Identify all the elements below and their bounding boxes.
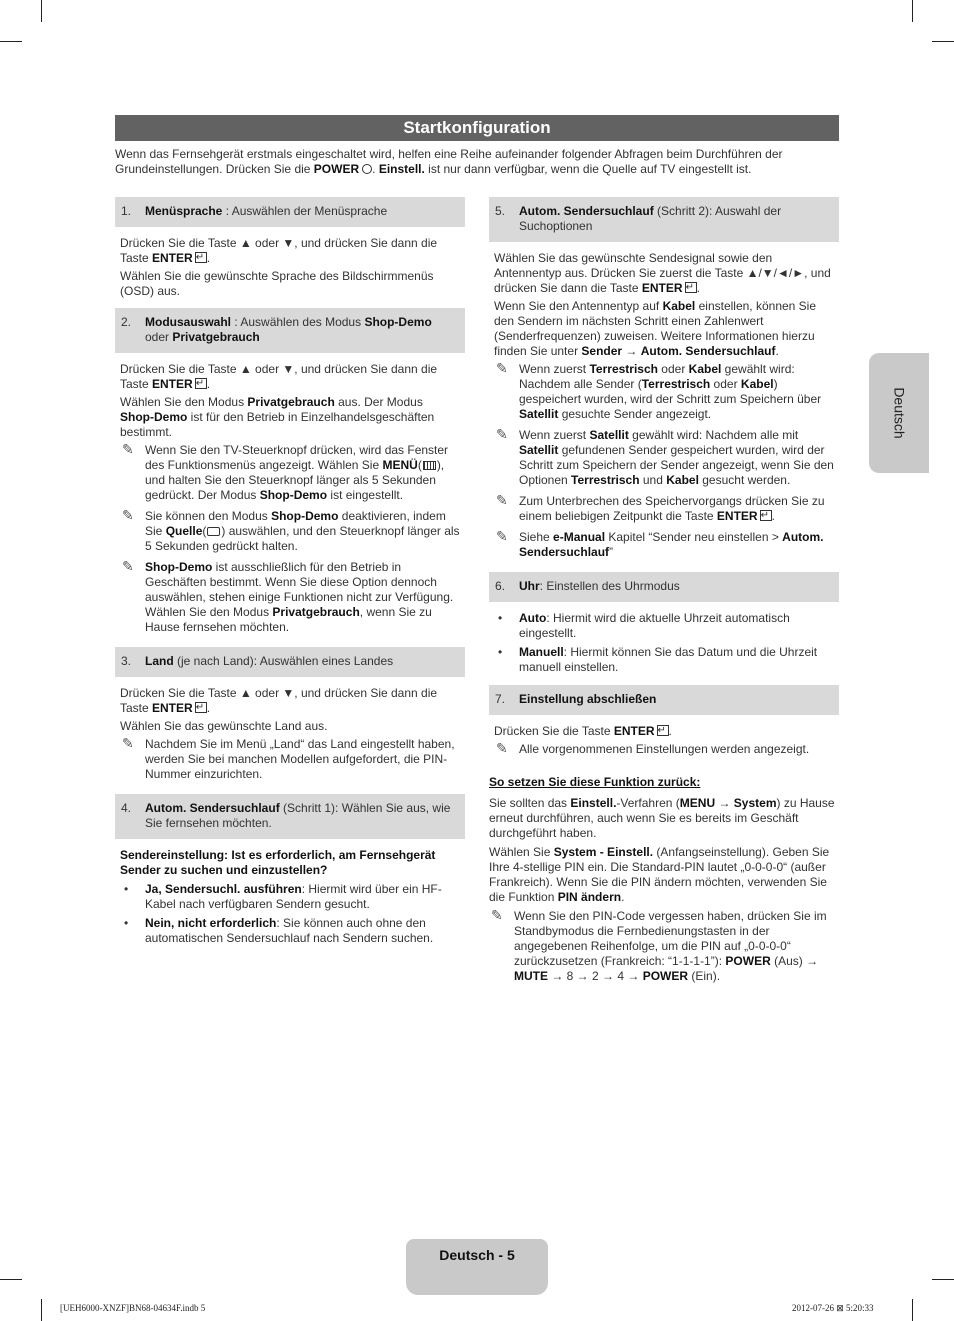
note: ✎ Zum Unterbrechen des Speichervorgangs drücken Sie zu einem beliebigen Zeitpunkt die Taste ENTER↵ . bbox=[494, 494, 834, 524]
step-1-header: 1. Menüsprache : Auswählen der Menüsprache bbox=[115, 197, 465, 227]
bullet-item: • Nein, nicht erforderlich: Sie können auch ohne den automatischen Sendersuchlauf nach Sendern suchen. bbox=[120, 916, 460, 946]
intro-text: Wenn das Fernsehgerät erstmals eingeschaltet wird, helfen eine Reihe aufeinander folgender Abfragen beim Durchführen der Grundeinstellungen. Drücken Sie die POWER . Einstell. ist nur dann verfügbar, wenn die Quelle auf TV eingestellt ist. bbox=[115, 147, 783, 176]
step-3-header: 3. Land (je nach Land): Auswählen eines Landes bbox=[115, 647, 465, 677]
bullet-item: • Manuell: Hiermit können Sie das Datum und die Uhrzeit manuell einstellen. bbox=[494, 645, 834, 675]
note-pencil-icon: ✎ bbox=[496, 492, 508, 508]
enter-icon bbox=[657, 725, 669, 736]
step-4-body: Sendereinstellung: Ist es erforderlich, am Fernsehgerät Sender zu suchen und einzustellen? • Ja, Sendersuchl. ausführen: Hiermit wird über ein HF-Kabel nach verfügbaren Sendern gesucht. • Nein, nicht erforderlich: Sie können auch ohne den automatischen Sendersuchlauf nach Sendern suchen. bbox=[115, 846, 465, 946]
note-pencil-icon: ✎ bbox=[122, 507, 134, 523]
crop-mark bbox=[41, 0, 42, 22]
crop-mark bbox=[41, 1299, 42, 1321]
step-2-body: Drücken Sie die Taste ▲ oder ▼, und drücken Sie dann die Taste ENTER↵ . Wählen Sie den Modus Privatgebrauch aus. Der Modus Shop-Demo ist für den Betrieb in Einzelhandelsgeschäften bestimmt. ✎ Wenn Sie den TV-Steuerknopf drücken, wird das Fenster des Funktionsmenüs angezeigt. Wählen Sie MENÜ( ), und halten Sie den Steuerknopf länger als 5 Sekunden gedrückt. Der Modus Shop-Demo ist eingestellt. ✎ Sie können den Modus Shop-Demo deaktivieren, indem Sie Quelle( ) auswählen, und den Steuerknopf länger als 5 Sekunden gedrückt halten. ✎ Shop-Demo ist ausschließlich für den Betrieb in Geschäften bestimmt. Wenn Sie diese Option dennoch auswählen, stehen einige Funktionen nicht zur Verfügung. Wählen Sie den Modus Privatgebrauch, wenn Sie zu Hause fernsehen möchten. bbox=[115, 360, 465, 635]
left-column bbox=[115, 197, 465, 950]
note: ✎ Shop-Demo ist ausschließlich für den Betrieb in Geschäften bestimmt. Wenn Sie diese Option dennoch auswählen, stehen einige Funktionen nicht zur Verfügung. Wählen Sie den Modus Privatgebrauch, wenn Sie zu Hause fernsehen möchten. bbox=[122, 558, 454, 634]
step-7-body: Drücken Sie die Taste ENTER↵ . ✎ Alle vorgenommenen Einstellungen werden angezeigt. bbox=[489, 722, 839, 757]
right-column bbox=[489, 197, 839, 990]
page-number-tab: Deutsch - 5 bbox=[406, 1239, 548, 1295]
enter-icon bbox=[195, 252, 207, 263]
step-2-header: 2. Modusauswahl : Auswählen des Modus Shop-Demo oder Privatgebrauch bbox=[115, 308, 465, 353]
step-4-header: 4. Autom. Sendersuchlauf (Schritt 1): Wählen Sie aus, wie Sie fernsehen möchten. bbox=[115, 794, 465, 839]
language-side-tab: Deutsch bbox=[869, 353, 929, 473]
step-1-body: Drücken Sie die Taste ▲ oder ▼, und drücken Sie dann die Taste ENTER↵ . Wählen Sie die gewünschte Sprache des Bildschirmmenüs (OSD) aus. bbox=[115, 234, 465, 299]
bullet-item: • Ja, Sendersuchl. ausführen: Hiermit wird über ein HF-Kabel nach verfügbaren Sendern gesucht. bbox=[120, 882, 460, 912]
crop-mark bbox=[0, 41, 22, 42]
crop-mark bbox=[912, 1299, 913, 1321]
note: ✎ Wenn Sie den PIN-Code vergessen haben, drücken Sie im Standbymodus die Fernbedienungstasten in der angegebenen Reihenfolge, um die PIN auf „0-0-0-0“ zurückzusetzen (Frankreich: “1-1-1-1”): POWER (Aus) → MUTE → 8 → 2 → 4 → POWER (Ein). bbox=[491, 907, 827, 983]
note: ✎ Sie können den Modus Shop-Demo deaktivieren, indem Sie Quelle( ) auswählen, und den Steuerknopf länger als 5 Sekunden gedrückt halten. bbox=[122, 507, 460, 553]
crop-mark bbox=[932, 41, 954, 42]
note-pencil-icon: ✎ bbox=[122, 441, 134, 457]
note-pencil-icon: ✎ bbox=[496, 740, 508, 756]
step-3-body: Drücken Sie die Taste ▲ oder ▼, und drücken Sie dann die Taste ENTER↵ . Wählen Sie das gewünschte Land aus. ✎ Nachdem Sie im Menü „Land“ das Land eingestellt haben, werden Sie bei manchen Modellen aufgefordert, die PIN-Nummer einzurichten. bbox=[115, 684, 465, 782]
enter-icon bbox=[685, 282, 697, 293]
bullet-item: • Auto: Hiermit wird die aktuelle Uhrzeit automatisch eingestellt. bbox=[494, 611, 834, 641]
note: ✎ Nachdem Sie im Menü „Land“ das Land eingestellt haben, werden Sie bei manchen Modellen aufgefordert, die PIN-Nummer einzurichten. bbox=[122, 735, 455, 781]
reset-title: So setzen Sie diese Funktion zurück: bbox=[489, 775, 701, 789]
note-pencil-icon: ✎ bbox=[496, 426, 508, 442]
step-6-header: 6. Uhr: Einstellen des Uhrmodus bbox=[489, 572, 839, 602]
print-date-info: 2012-07-26 ⊠ 5:20:33 bbox=[792, 1303, 874, 1313]
crop-mark bbox=[932, 1279, 954, 1280]
note: ✎ Siehe e-Manual Kapitel “Sender neu einstellen > Autom. Sendersuchlauf” bbox=[496, 528, 824, 559]
power-icon bbox=[362, 164, 372, 174]
note-pencil-icon: ✎ bbox=[491, 907, 503, 923]
note-pencil-icon: ✎ bbox=[496, 360, 508, 376]
enter-icon bbox=[195, 702, 207, 713]
note-pencil-icon: ✎ bbox=[122, 735, 134, 751]
step-5-body: Wählen Sie das gewünschte Sendesignal sowie den Antennentyp aus. Drücken Sie zuerst die Taste ▲/▼/◄/►, und drücken Sie dann die Taste ENTER↵ . Wenn Sie den Antennentyp auf Kabel einstellen, können Sie den Sendern im nächsten Schritt einen Zahlenwert (Senderfrequenzen) zuweisen. Weitere Informationen hierzu finden Sie unter Sender → Autom. Sendersuchlauf. ✎ Wenn zuerst Terrestrisch oder Kabel gewählt wird: Nachdem alle Sender (Terrestrisch oder Kabel) gespeichert wurden, wird der Schritt zum Speichern über Satellit gesuchte Sender angezeigt. ✎ Wenn zuerst Satellit gewählt wird: Nachdem alle mit Satellit gefundenen Sender gespeichert wurden, wird der Schritt zum Speichern der Sender angezeigt, wenn Sie den Optionen Terrestrisch und Kabel gesucht werden. ✎ Zum Unterbrechen des Speichervorgangs drücken Sie zu einem beliebigen Zeitpunkt die Taste ENTER↵ . ✎ Siehe e-Manual Kapitel “Sender neu einstellen > Autom. Sendersuchlauf” bbox=[489, 249, 839, 560]
print-file-info: [UEH6000-XNZF]BN68-04634F.indb 5 bbox=[60, 1303, 206, 1313]
reset-section: So setzen Sie diese Funktion zurück: Sie sollten das Einstell.-Verfahren (MENU → System) zu Hause erneut durchführen, auch wenn Sie es bereits im Geschäft durchgeführt haben. Wählen Sie System - Einstell. (Anfangseinstellung). Geben Sie Ihre 4-stellige PIN ein. Die Standard-PIN lautet „0-0-0-0“ (außer Frankreich). Wenn Sie die PIN ändern möchten, verwenden Sie die Funktion PIN ändern. ✎ Wenn Sie den PIN-Code vergessen haben, drücken Sie im Standbymodus die Fernbedienungstasten in der angegebenen Reihenfolge, um die PIN auf „0-0-0-0“ zurückzusetzen (Frankreich: “1-1-1-1”): POWER (Aus) → MUTE → 8 → 2 → 4 → POWER (Ein). bbox=[489, 769, 839, 984]
menu-icon bbox=[423, 461, 436, 470]
source-icon bbox=[207, 527, 220, 536]
note: ✎ Wenn zuerst Satellit gewählt wird: Nachdem alle mit Satellit gefundenen Sender gespeichert wurden, wird der Schritt zum Speichern der Sender angezeigt, wenn Sie den Optionen Terrestrisch und Kabel gesucht werden. bbox=[496, 426, 834, 487]
note: ✎ Wenn zuerst Terrestrisch oder Kabel gewählt wird: Nachdem alle Sender (Terrestrisch oder Kabel) gespeichert wurden, wird der Schritt zum Speichern über Satellit gesuchte Sender angezeigt. bbox=[496, 360, 822, 421]
crop-mark bbox=[912, 0, 913, 22]
enter-icon bbox=[195, 378, 207, 389]
note-pencil-icon: ✎ bbox=[122, 558, 134, 574]
step-6-body bbox=[489, 609, 839, 675]
crop-mark bbox=[0, 1279, 22, 1280]
note: ✎ Wenn Sie den TV-Steuerknopf drücken, wird das Fenster des Funktionsmenüs angezeigt. Wählen Sie MENÜ( ), und halten Sie den Steuerknopf länger als 5 Sekunden gedrückt. Der Modus Shop-Demo ist eingestellt. bbox=[122, 441, 449, 502]
step-7-header: 7. Einstellung abschließen bbox=[489, 685, 839, 715]
step-5-header: 5. Autom. Sendersuchlauf (Schritt 2): Auswahl der Suchoptionen bbox=[489, 197, 839, 242]
note-pencil-icon: ✎ bbox=[496, 528, 508, 544]
enter-icon bbox=[760, 510, 772, 521]
page-title: Startkonfiguration bbox=[115, 115, 839, 141]
note: ✎ Alle vorgenommenen Einstellungen werden angezeigt. bbox=[496, 740, 810, 756]
